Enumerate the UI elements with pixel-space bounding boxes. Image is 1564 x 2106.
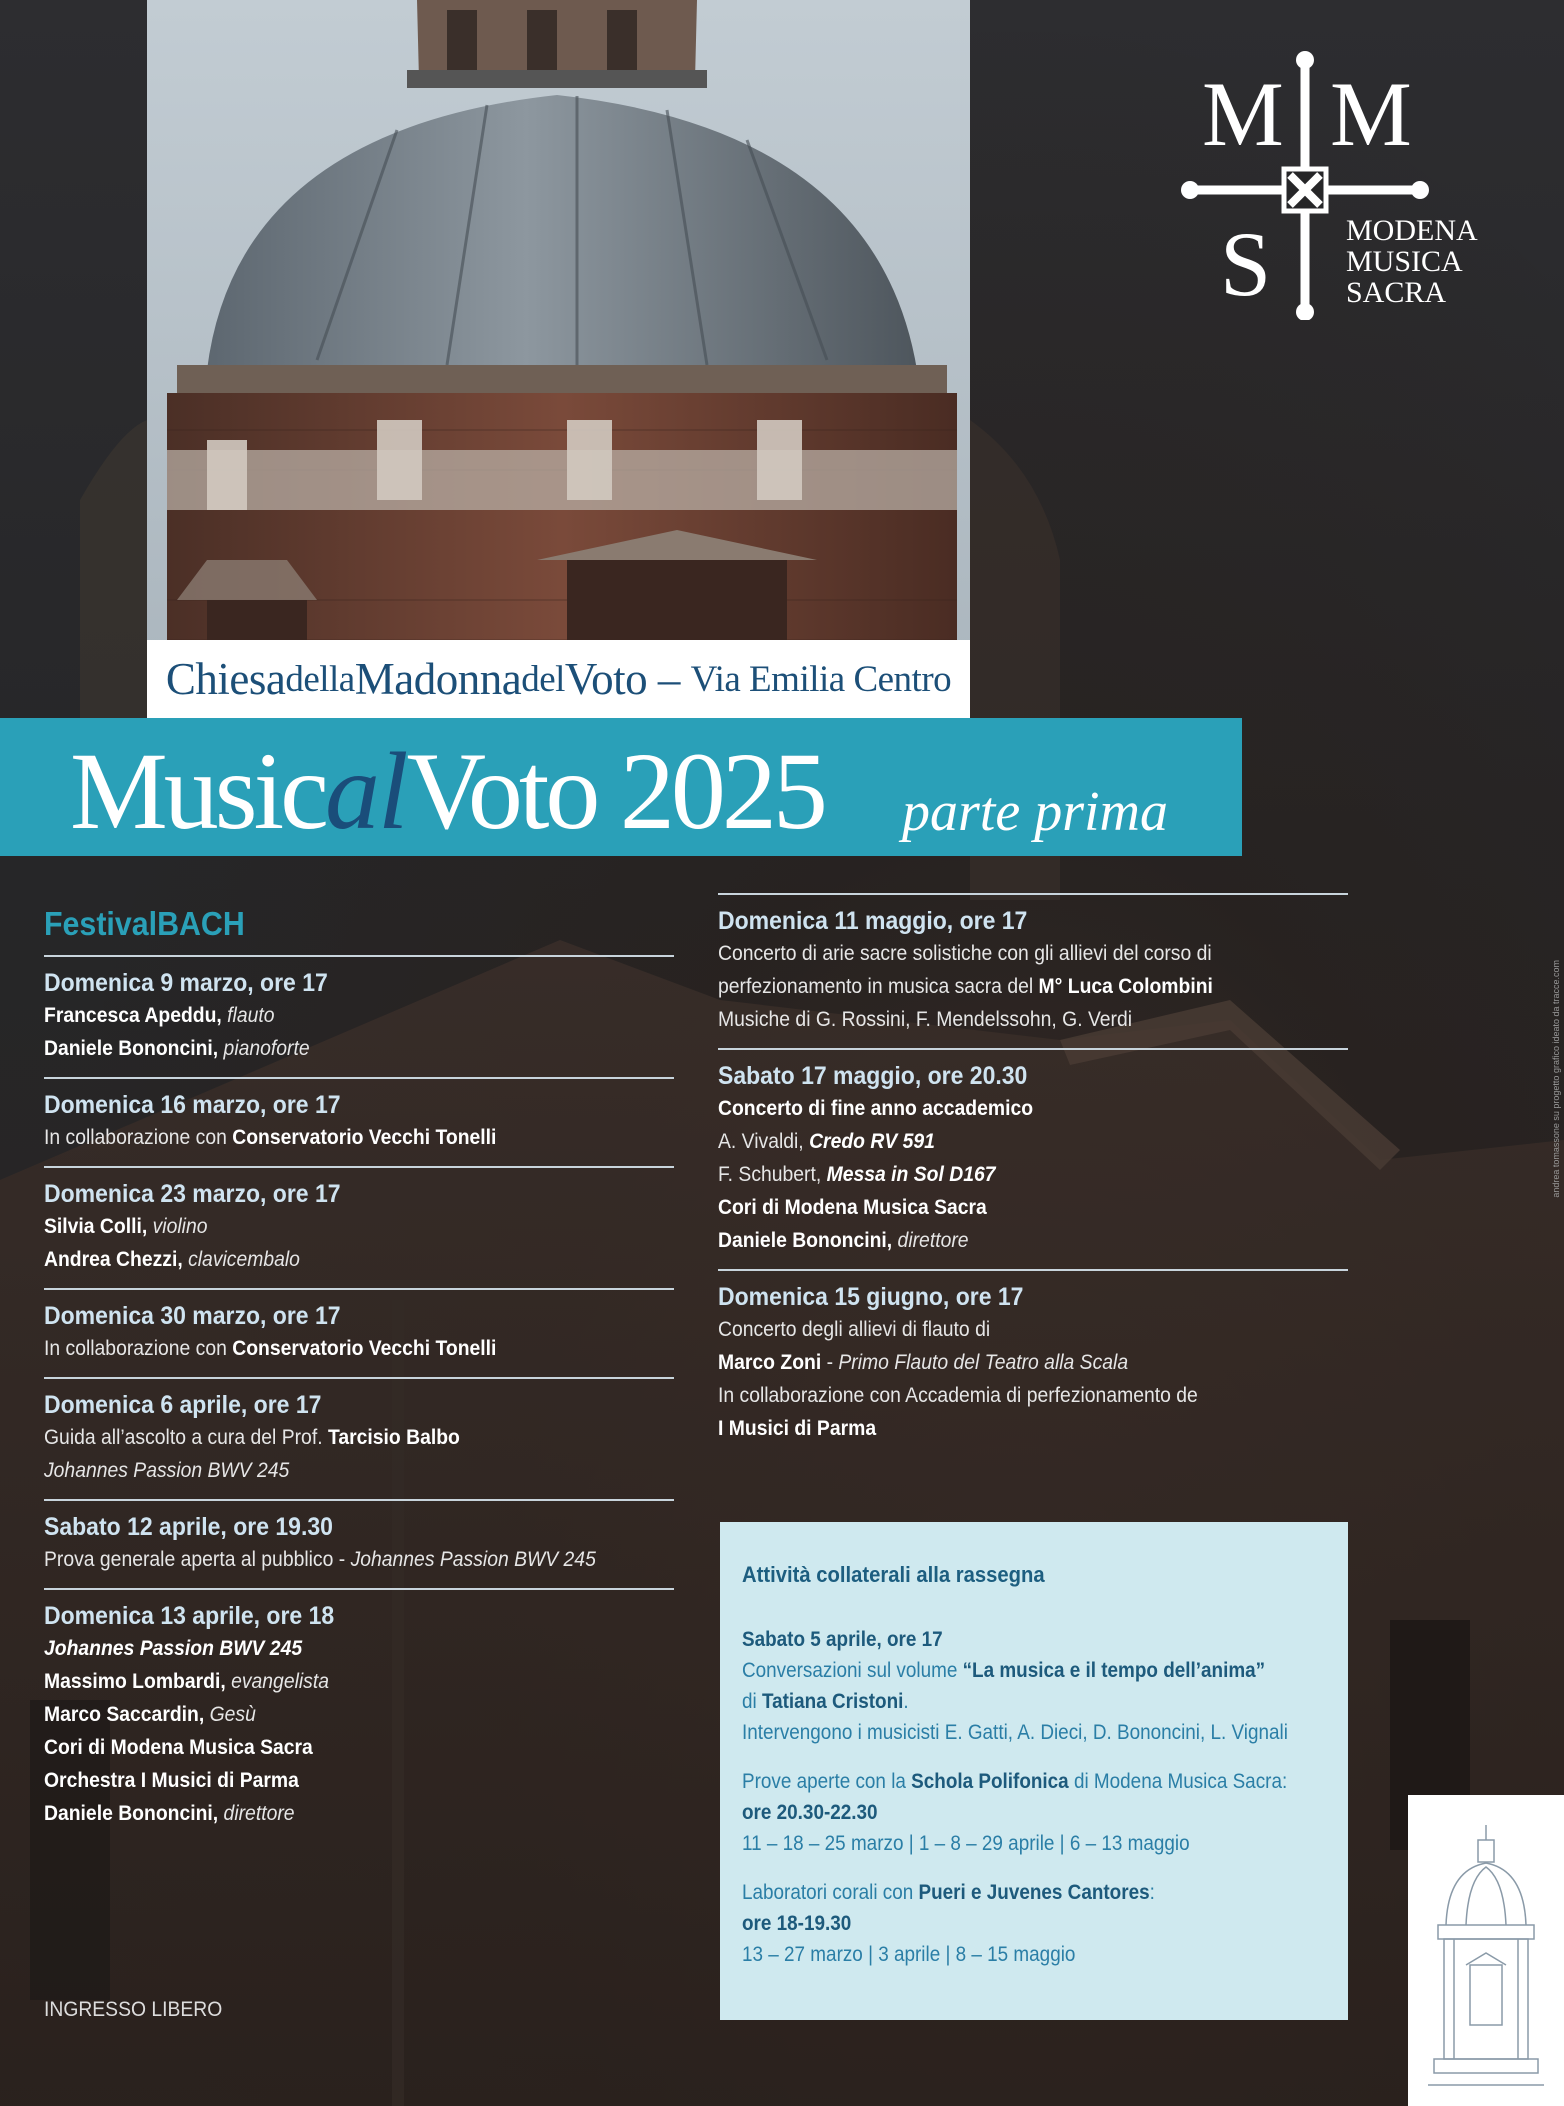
program-entry	[44, 1168, 674, 1290]
program-entry	[44, 1379, 674, 1501]
title-voto-year: Voto 2025	[406, 730, 824, 852]
program-line	[742, 1686, 1268, 1717]
modena-musica-sacra-logo	[1180, 50, 1520, 320]
line-segment: Conversazioni sul volume	[742, 1659, 963, 1682]
program-line	[44, 1454, 611, 1487]
line-segment: Massimo Lombardi,	[44, 1669, 226, 1693]
title-band	[0, 718, 1242, 856]
line-segment: Messa in Sol D167	[826, 1162, 996, 1186]
title-suffix: parte prima	[902, 781, 1168, 843]
line-segment: A. Vivaldi,	[718, 1129, 810, 1153]
infobox-blocks	[742, 1624, 1326, 1970]
program-line	[742, 1877, 1268, 1908]
line-segment: Johannes Passion BWV 245	[44, 1458, 290, 1482]
line-segment: Conservatorio Vecchi Tonelli	[232, 1125, 497, 1149]
spacer	[742, 1748, 1326, 1766]
subtitle-della: della	[285, 658, 355, 700]
line-segment: F. Schubert,	[718, 1162, 827, 1186]
line-segment: Francesca Apeddu,	[44, 1003, 222, 1027]
subtitle-chiesa: Chiesa	[165, 654, 286, 704]
line-segment: Credo RV 591	[809, 1129, 935, 1153]
program-line	[44, 1032, 611, 1065]
line-segment: Prova generale aperta al pubblico -	[44, 1547, 351, 1571]
logo-letter-m1: M	[1202, 63, 1284, 165]
line-segment: Concerto di fine anno accademico	[718, 1096, 1034, 1120]
line-segment: Cori di Modena Musica Sacra	[44, 1735, 313, 1759]
line-segment: “La musica e il tempo dell’anima”	[962, 1659, 1266, 1682]
title-music: Music	[70, 730, 325, 852]
design-credit	[1551, 960, 1561, 1220]
program-line	[718, 1125, 1285, 1158]
program-line	[44, 1632, 611, 1665]
program-entry	[44, 957, 674, 1079]
line-segment: In collaborazione con	[44, 1125, 233, 1149]
festival-heading: FestivalBACH	[44, 905, 245, 942]
program-line	[44, 1698, 611, 1731]
program-line	[44, 1731, 611, 1764]
line-segment: ore 18-19.30	[742, 1912, 852, 1935]
line-segment: Marco Saccardin,	[44, 1702, 205, 1726]
line-segment: Prove aperte con la	[742, 1770, 912, 1793]
line-segment: :	[1149, 1881, 1155, 1904]
line-segment: Orchestra I Musici di Parma	[44, 1768, 299, 1792]
line-segment: I Musici di Parma	[718, 1416, 877, 1440]
entry-date: Domenica 30 marzo, ore 17	[44, 1302, 341, 1330]
program-line	[718, 970, 1285, 1003]
program-line	[742, 1717, 1288, 1748]
logo-letter-s: S	[1220, 213, 1272, 315]
free-entry-note: INGRESSO LIBERO	[44, 1998, 223, 2021]
line-segment: Daniele Bononcini,	[44, 1801, 219, 1825]
program-line	[44, 1210, 611, 1243]
line-segment: pianoforte	[218, 1036, 310, 1060]
infobox-block	[742, 1624, 1326, 1748]
entry-date: Domenica 11 maggio, ore 17	[718, 907, 1028, 935]
line-segment: Pueri e Juvenes Cantores	[918, 1881, 1150, 1904]
program-line	[742, 1766, 1288, 1797]
program-line	[44, 1764, 611, 1797]
right-program-column	[718, 893, 1348, 1457]
program-line	[44, 1421, 611, 1454]
program-entry	[44, 1501, 674, 1590]
credit-text: andrea tomassone su progetto grafico ideato da tracce.com	[1551, 960, 1561, 1198]
main-title	[70, 728, 824, 855]
program-line	[742, 1908, 1268, 1939]
program-line	[44, 1332, 611, 1365]
line-segment: Cori di Modena Musica Sacra	[718, 1195, 987, 1219]
line-segment: In collaborazione con Accademia di perfezionamento de	[718, 1383, 1198, 1407]
entry-date: Domenica 15 giugno, ore 17	[718, 1283, 1024, 1311]
program-line	[44, 1797, 611, 1830]
program-line	[742, 1797, 1268, 1828]
program-entry	[718, 1271, 1348, 1457]
program-line	[718, 1003, 1285, 1036]
program-line	[742, 1828, 1268, 1859]
program-line	[718, 1346, 1285, 1379]
line-segment: Johannes Passion BWV 245	[350, 1547, 596, 1571]
program-entry	[44, 1590, 674, 1842]
entry-date: Domenica 9 marzo, ore 17	[44, 969, 328, 997]
program-line	[44, 1243, 611, 1276]
line-segment: perfezionamento in musica sacra del	[718, 974, 1039, 998]
program-line	[718, 1092, 1285, 1125]
line-segment: flauto	[221, 1003, 275, 1027]
line-segment: Schola Polifonica	[911, 1770, 1069, 1793]
program-line	[718, 1224, 1285, 1257]
program-line	[742, 1939, 1268, 1970]
program-line	[44, 1543, 611, 1576]
entry-date: Domenica 16 marzo, ore 17	[44, 1091, 341, 1119]
entry-date: Domenica 6 aprile, ore 17	[44, 1391, 322, 1419]
entry-date: Sabato 12 aprile, ore 19.30	[44, 1513, 333, 1541]
line-segment: Primo Flauto del Teatro alla Scala	[838, 1350, 1129, 1374]
line-segment: Laboratori corali con	[742, 1881, 919, 1904]
program-entry	[44, 1290, 674, 1379]
subtitle-via: Via Emilia Centro	[690, 658, 952, 700]
infobox-block	[742, 1766, 1326, 1859]
line-segment: Silvia Colli,	[44, 1214, 148, 1238]
line-segment: Tatiana Cristoni	[761, 1690, 904, 1713]
line-segment: Sabato 5 aprile, ore 17	[742, 1628, 943, 1651]
dome-outline-logo	[1408, 1795, 1564, 2106]
program-line	[742, 1655, 1268, 1686]
program-line	[718, 937, 1285, 970]
line-segment: 13 – 27 marzo | 3 aprile | 8 – 15 maggio	[742, 1943, 1076, 1966]
line-segment: direttore	[892, 1228, 969, 1252]
infobox-heading: Attività collaterali alla rassegna	[742, 1562, 1045, 1587]
program-line	[718, 1313, 1285, 1346]
program-line	[718, 1412, 1285, 1445]
line-segment: .	[903, 1690, 909, 1713]
line-segment: di Modena Musica Sacra:	[1068, 1770, 1288, 1793]
program-line	[718, 1379, 1285, 1412]
line-segment: 11 – 18 – 25 marzo | 1 – 8 – 29 aprile | 6 – 13 maggio	[742, 1832, 1190, 1855]
line-segment: Concerto di arie sacre solistiche con gli allievi del corso di	[718, 941, 1212, 965]
line-segment: Marco Zoni	[718, 1350, 822, 1374]
line-segment: Gesù	[204, 1702, 256, 1726]
line-segment: In collaborazione con	[44, 1336, 233, 1360]
program-line	[44, 1121, 611, 1154]
church-subtitle	[147, 640, 970, 718]
line-segment: M° Luca Colombini	[1038, 974, 1213, 998]
line-segment: Guida all’ascolto a cura del Prof.	[44, 1425, 328, 1449]
program-line	[742, 1624, 1268, 1655]
logo-letter-m2: M	[1330, 63, 1412, 165]
program-entry	[718, 1050, 1348, 1271]
entry-date: Domenica 13 aprile, ore 18	[44, 1602, 335, 1630]
logo-line-sacra: SACRA	[1346, 276, 1447, 309]
right-entries	[718, 895, 1348, 1457]
logo-line-modena: MODENA	[1346, 214, 1478, 247]
line-segment: Andrea Chezzi,	[44, 1247, 183, 1271]
subtitle-dash: –	[647, 654, 691, 704]
line-segment: Concerto degli allievi di flauto di	[718, 1317, 991, 1341]
line-segment: Musiche di G. Rossini, F. Mendelssohn, G. Verdi	[718, 1007, 1133, 1031]
program-entry	[44, 1079, 674, 1168]
title-al: al	[325, 730, 407, 852]
program-line	[718, 1191, 1285, 1224]
program-line	[44, 999, 611, 1032]
subtitle-voto: Voto	[564, 654, 648, 704]
logo-line-musica: MUSICA	[1346, 245, 1463, 278]
line-segment: Intervengono i musicisti E. Gatti, A. Dieci, D. Bononcini, L. Vignali	[742, 1721, 1288, 1744]
entry-date: Sabato 17 maggio, ore 20.30	[718, 1062, 1028, 1090]
line-segment: direttore	[218, 1801, 295, 1825]
program-line	[718, 1158, 1285, 1191]
line-segment: Conservatorio Vecchi Tonelli	[232, 1336, 497, 1360]
collateral-activities-box	[720, 1522, 1348, 2020]
dome-photo	[147, 0, 970, 718]
subtitle-del: del	[521, 658, 565, 700]
line-segment: -	[821, 1350, 839, 1374]
subtitle-madonna: Madonna	[354, 654, 522, 704]
line-segment: Daniele Bononcini,	[44, 1036, 219, 1060]
program-entry	[718, 895, 1348, 1050]
spacer	[742, 1859, 1326, 1877]
program-line	[44, 1665, 611, 1698]
infobox-block	[742, 1877, 1326, 1970]
line-segment: violino	[147, 1214, 208, 1238]
line-segment: Daniele Bononcini,	[718, 1228, 893, 1252]
line-segment: clavicembalo	[182, 1247, 300, 1271]
line-segment: di	[742, 1690, 762, 1713]
line-segment: Johannes Passion BWV 245	[44, 1636, 303, 1660]
line-segment: ore 20.30-22.30	[742, 1801, 878, 1824]
line-segment: Tarcisio Balbo	[327, 1425, 460, 1449]
entry-date: Domenica 23 marzo, ore 17	[44, 1180, 341, 1208]
line-segment: evangelista	[225, 1669, 329, 1693]
left-entries	[44, 957, 674, 1842]
left-program-column	[44, 905, 674, 1842]
